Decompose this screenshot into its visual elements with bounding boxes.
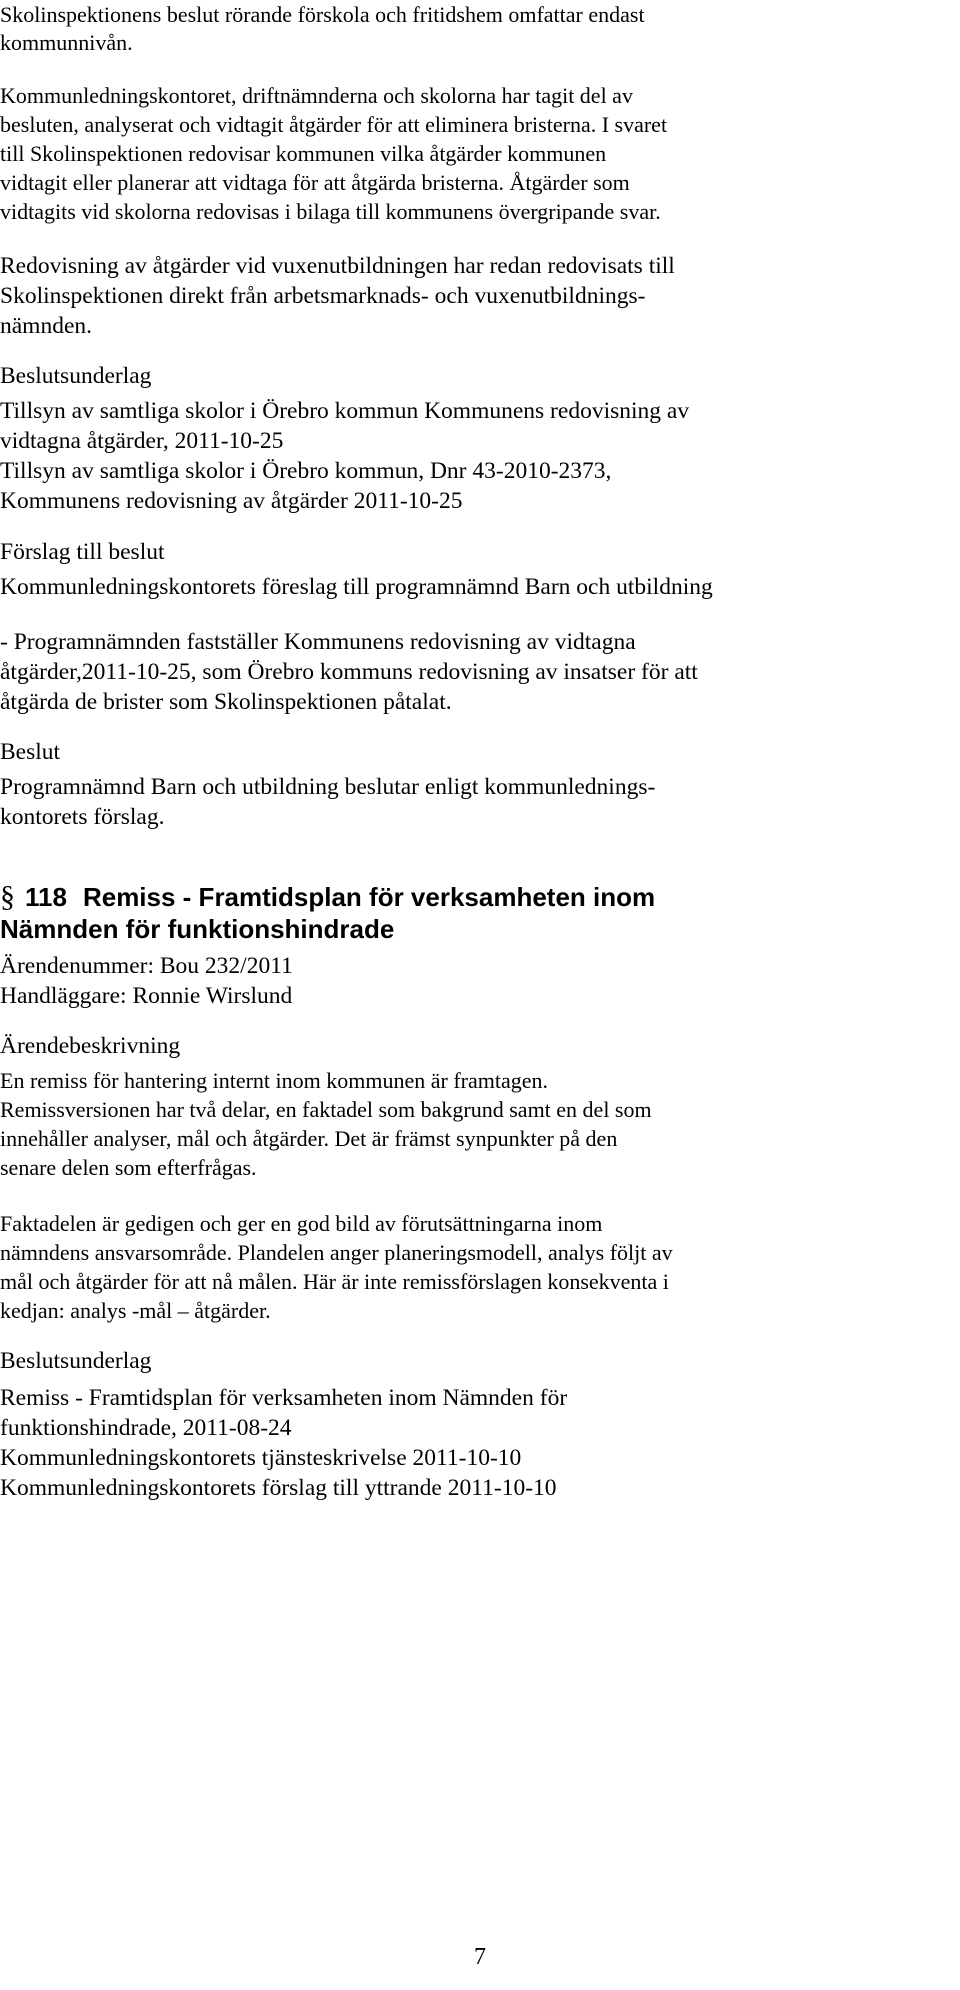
body-line: En remiss för hantering internt inom kommunen är framtagen. [0,1068,549,1093]
body-line: Kommunledningskontoret, driftnämnderna och skolorna har tagit del av [0,83,633,108]
body-line: innehåller analyser, mål och åtgärder. Det är främst synpunkter på den [0,1126,618,1151]
body-line: åtgärda de brister som Skolinspektionen påtalat. [0,689,452,715]
page-number: 7 [474,1944,486,1970]
body-line: kontorets förslag. [0,804,165,830]
body-line: Remiss - Framtidsplan för verksamheten inom Nämnden för [0,1385,568,1411]
section-symbol: § [0,880,15,913]
body-line: Kommunens redovisning av åtgärder 2011-10-25 [0,488,463,514]
section-heading: Beslut [0,739,61,765]
body-line: besluten, analyserat och vidtagit åtgärder för att eliminera bristerna. I svaret [0,112,668,137]
body-line: Programnämnd Barn och utbildning beslutar enligt kommunlednings- [0,774,656,800]
section-heading: Förslag till beslut [0,539,165,565]
body-line: nämndens ansvarsområde. Plandelen anger planeringsmodell, analys följt av [0,1240,673,1265]
case-number: Ärendenummer: Bou 232/2011 [0,953,293,979]
body-line: vidtagits vid skolorna redovisas i bilaga till kommunens övergripande svar. [0,199,661,224]
body-line: vidtagit eller planerar att vidtaga för att åtgärda bristerna. Åtgärder som [0,170,630,195]
body-line: Tillsyn av samtliga skolor i Örebro kommun, Dnr 43-2010-2373, [0,458,612,484]
body-line: Redovisning av åtgärder vid vuxenutbildningen har redan redovisats till [0,253,675,279]
body-line: senare delen som efterfrågas. [0,1155,257,1180]
section-title-continued: Nämnden för funktionshindrade [0,914,395,944]
case-officer: Handläggare: Ronnie Wirslund [0,983,293,1009]
body-line: Skolinspektionen direkt från arbetsmarknads- och vuxenutbildnings- [0,283,646,309]
body-line: till Skolinspektionen redovisar kommunen vilka åtgärder kommunen [0,141,607,166]
section-title [0,880,655,914]
section-heading: Beslutsunderlag [0,1348,152,1374]
body-line: Faktadelen är gedigen och ger en god bild av förutsättningarna inom [0,1211,603,1236]
body-line: Tillsyn av samtliga skolor i Örebro kommun Kommunens redovisning av [0,398,690,424]
body-line: Kommunledningskontorets förslag till yttrande 2011-10-10 [0,1475,557,1501]
body-line: mål och åtgärder för att nå målen. Här är inte remissförslagen konsekventa i [0,1269,669,1294]
body-line: - Programnämnden fastställer Kommunens redovisning av vidtagna [0,629,636,655]
body-line: vidtagna åtgärder, 2011-10-25 [0,428,284,454]
section-heading: Beslutsunderlag [0,363,152,389]
section-number: 118 [25,882,67,912]
body-line: Kommunledningskontorets tjänsteskrivelse 2011-10-10 [0,1445,522,1471]
body-line: nämnden. [0,313,93,339]
section-title-text: Remiss - Framtidsplan för verksamheten inom [82,882,656,912]
body-line: kedjan: analys -mål – åtgärder. [0,1298,271,1323]
body-line: Skolinspektionens beslut rörande förskola och fritidshem omfattar endast [0,2,645,27]
body-line: Remissversionen har två delar, en faktadel som bakgrund samt en del som [0,1097,652,1122]
body-line: funktionshindrade, 2011-08-24 [0,1415,292,1441]
section-heading: Ärendebeskrivning [0,1033,181,1059]
body-line: åtgärder,2011-10-25, som Örebro kommuns redovisning av insatser för att [0,659,698,685]
body-line: Kommunledningskontorets föreslag till programnämnd Barn och utbildning [0,574,713,600]
body-line: kommunnivån. [0,30,133,55]
